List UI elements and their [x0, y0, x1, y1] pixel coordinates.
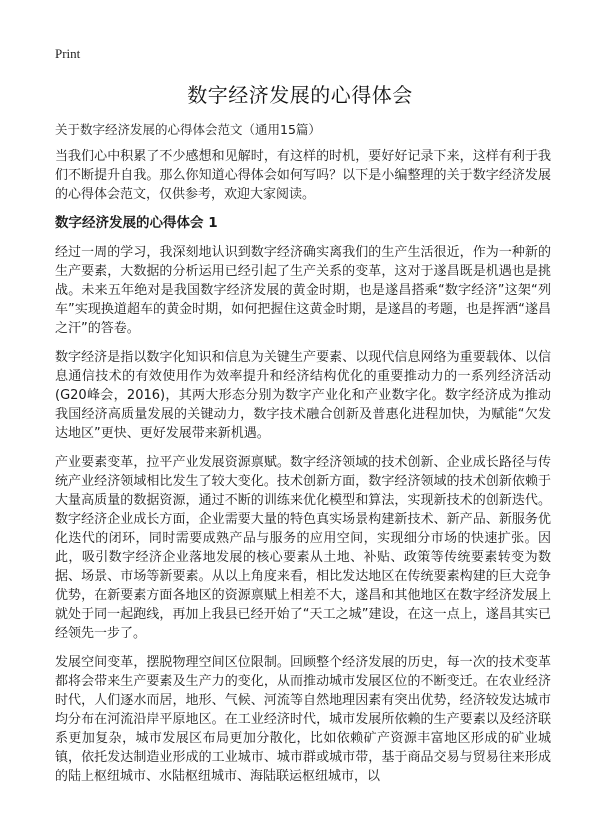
body-paragraph: 发展空间变革，摆脱物理空间区位限制。回顾整个经济发展的历史，每一次的技术变革都将会带来生产要素及生产力的变化，从而推动城市发展区位的不断变迁。在农业经济时代，人们逐水而居，地形、气候、河流等自然地理因素有突出优势，经济较发达城市均分布在河流沿岸平原地区。在工业经济时代，城市发展所依赖的生产要素以及经济联系更加复杂，城市发展区布局更加分散化，比如依赖矿产资源丰富地区形成的矿业城镇，依托发达制造业形成的工业城市、城市群或城市带，基于商品交易与贸易往来形成的陆上枢纽城市、水陆枢纽城市、海陆联运枢纽城市，以: [55, 655, 551, 784]
intro-paragraph: 当我们心中积累了不少感想和见解时，有这样的时机，要好好记录下来，这样有利于我们不断提升自我。那么你知道心得体会如何写吗？以下是小编整理的关于数字经济发展的心得体会范文，仅供参考，欢迎大家阅读。: [55, 149, 551, 202]
page-title: 数字经济发展的心得体会: [187, 83, 413, 107]
section-heading: 数字经济发展的心得体会 1: [55, 215, 218, 231]
body-paragraph: 数字经济是指以数字化知识和信息为关键生产要素、以现代信息网络为重要载体、以信息通信技术的有效使用作为效率提升和经济结构优化的重要推动力的一系列经济活动(G20峰会，2016)，其两大形态分别为数字产业化和产业数字化。数字经济成为推动我国经济高质量发展的关键动力，数字技术融合创新及普惠化进程加快，为赋能“欠发达地区”更快、更好发展带来新机遇。: [55, 350, 551, 441]
document-subtitle: 关于数字经济发展的心得体会范文（通用15篇）: [55, 122, 321, 137]
body-paragraph: 经过一周的学习，我深刻地认识到数字经济确实离我们的生产生活很近，作为一种新的生产要素，大数据的分析运用已经引起了生产关系的变革，这对于遂昌既是机遇也是挑战。未来五年绝对是我国数字经济发展的黄金时期，也是遂昌搭乘“数字经济”这架“列车”实现换道超车的黄金时期，如何把握住这黄金时期，是遂昌的考题，也是挥洒“遂昌之汗”的答卷。: [55, 245, 551, 336]
article-body: [55, 147, 551, 796]
body-paragraph: 产业要素变革，拉平产业发展资源禀赋。数字经济领域的技术创新、企业成长路径与传统产业经济领域相比发生了较大变化。技术创新方面，数字经济领域的技术创新依赖于大量高质量的数据资源，通过不断的训练来优化模型和算法，实现新技术的创新迭代。数字经济企业成长方面，企业需要大量的特色真实场景构建新技术、新产品、新服务优化迭代的闭环，同时需要成熟产品与服务的应用空间，实现细分市场的快速扩张。因此，吸引数字经济企业落地发展的核心要素从土地、补贴、政策等传统要素转变为数据、场景、市场等新要素。从以上角度来看，相比发达地区在传统要素构建的巨大竞争优势，在新要素方面各地区的资源禀赋上相差不大，遂昌和其他地区在数字经济发展上就处于同一起跑线，再加上我县已经开始了“天工之城”建设，在这一点上，遂昌其实已经领先一步了。: [55, 455, 551, 641]
print-label[interactable]: Print: [55, 46, 81, 61]
